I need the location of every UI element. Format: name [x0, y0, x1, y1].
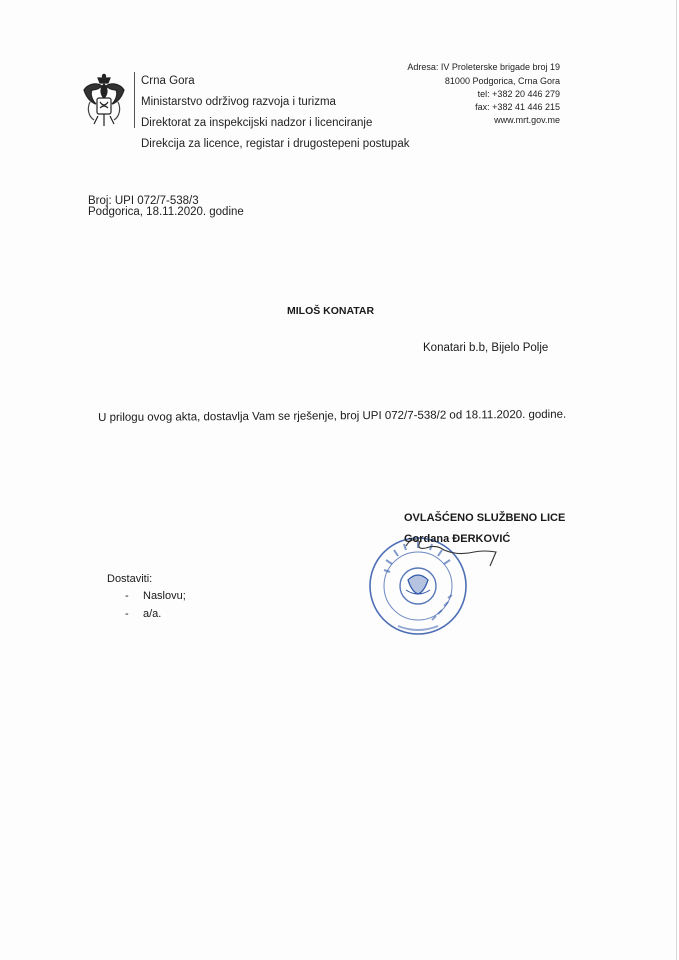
- signature-title: OVLAŠĆENO SLUŽBENO LICE: [404, 512, 566, 524]
- header-ministry: Ministarstvo održivog razvoja i turizma: [141, 96, 336, 108]
- distribution-item: [125, 608, 161, 620]
- distribution-item-text: Naslovu;: [143, 590, 186, 602]
- reference-place-date: Podgorica, 18.11.2020. godine: [88, 206, 244, 218]
- distribution-bullet: -: [125, 590, 129, 602]
- recipient-address: Konatari b.b, Bijelo Polje: [423, 342, 549, 354]
- signature-name: Gordana ĐERKOVIĆ: [404, 533, 511, 545]
- header-directorate: Direktorat za inspekcijski nadzor i licenciranje: [141, 117, 373, 129]
- distribution-item: [125, 590, 186, 602]
- recipient-name: MILOŠ KONATAR: [287, 305, 375, 317]
- contact-web: www.mrt.gov.me: [494, 115, 560, 125]
- reference-number: Broj: UPI 072/7-538/3: [88, 195, 199, 207]
- header-divider: [134, 72, 135, 128]
- distribution-label: Dostaviti:: [107, 573, 153, 585]
- contact-tel: tel: +382 20 446 279: [477, 89, 560, 99]
- contact-fax: fax: +382 41 446 215: [475, 102, 560, 112]
- distribution-item-text: a/a.: [143, 608, 162, 620]
- contact-address-line2: 81000 Podgorica, Crna Gora: [444, 76, 560, 86]
- header-department: Direkcija za licence, registar i drugostepeni postupak: [141, 138, 410, 150]
- header-country: Crna Gora: [141, 75, 195, 87]
- contact-address-line1: Adresa: IV Proleterske brigade broj 19: [407, 62, 560, 72]
- page-edge: [676, 0, 677, 960]
- montenegro-coat-of-arms-icon: [80, 72, 128, 132]
- body-text: U prilogu ovog akta, dostavlja Vam se rješenje, broj UPI 072/7-538/2 od 18.11.2020. godine.: [98, 408, 567, 424]
- distribution-bullet: -: [125, 608, 129, 620]
